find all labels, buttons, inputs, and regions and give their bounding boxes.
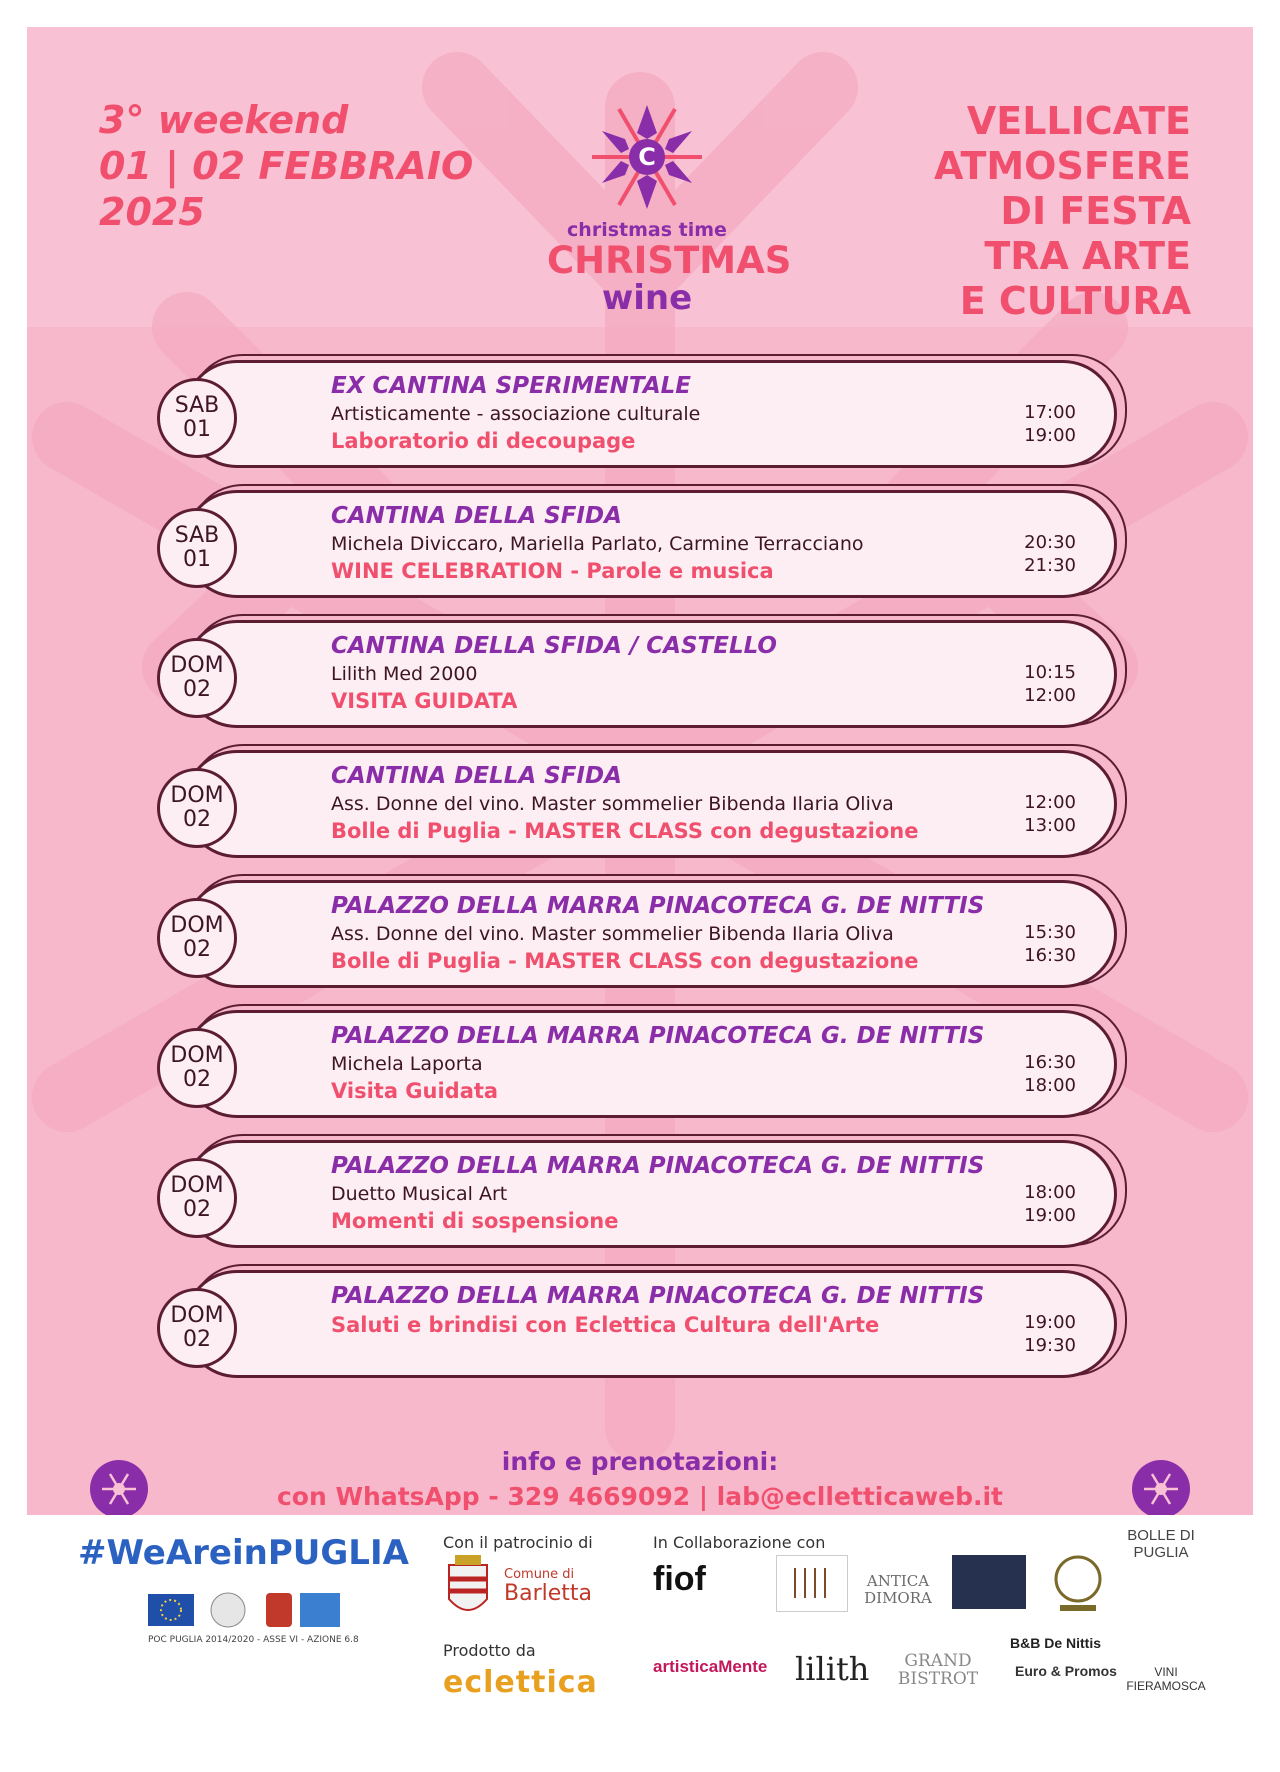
event-day-badge <box>157 638 237 718</box>
event-day-badge <box>157 1288 237 1368</box>
tagline-line: E CULTURA <box>959 279 1191 323</box>
event-activity: VISITA GUIDATA <box>331 689 518 713</box>
event-time <box>996 1051 1076 1097</box>
restaurant-cutlery-logo-icon <box>776 1555 848 1612</box>
card-body <box>183 880 1117 988</box>
contact-line[interactable]: con WhatsApp - 329 4669092 | lab@eclletticaweb.it <box>276 1482 1003 1511</box>
event-day-badge <box>157 768 237 848</box>
poc-caption: POC PUGLIA 2014/2020 - ASSE VI - AZIONE 6.8 <box>148 1635 359 1645</box>
event-end: 19:00 <box>1024 1205 1076 1226</box>
event-time <box>996 401 1076 447</box>
card-body <box>183 490 1117 598</box>
info-section <box>27 1447 1253 1511</box>
we-are-in-puglia-logo: #WeAreinPUGLIA <box>78 1533 409 1573</box>
tagline-line: TRA ARTE <box>984 234 1191 278</box>
event-day-badge <box>157 898 237 978</box>
event-organizer: Duetto Musical Art <box>331 1183 508 1205</box>
event-activity: Bolle di Puglia - MASTER CLASS con degustazione <box>331 949 919 973</box>
lilith-logo: lilith <box>795 1650 870 1688</box>
logo-letter: C <box>638 143 656 171</box>
year-label: 2025 <box>99 190 205 234</box>
event-end: 18:00 <box>1024 1075 1076 1096</box>
event-start: 20:30 <box>1024 532 1076 553</box>
logo-wine: wine <box>601 278 693 318</box>
event-end: 13:00 <box>1024 815 1076 836</box>
event-card <box>127 1134 1157 1254</box>
vini-fieramosca-logo: VINI FIERAMOSCA <box>1126 1665 1206 1693</box>
collab-label: In Collaborazione con <box>653 1533 826 1552</box>
event-start: 17:00 <box>1024 402 1076 423</box>
event-time <box>996 1311 1076 1357</box>
event-card <box>127 484 1157 604</box>
event-date: 02 <box>183 677 211 702</box>
event-date: 02 <box>183 1067 211 1092</box>
event-time <box>996 791 1076 837</box>
event-day-badge <box>157 1028 237 1108</box>
cantine-bardulia-logo-icon <box>1046 1553 1110 1615</box>
eclettica-logo: eclettica <box>443 1665 598 1700</box>
prodotto-label: Prodotto da <box>443 1641 536 1660</box>
logo-title: CHRISTMAS <box>547 239 792 282</box>
tagline-line: DI FESTA <box>1000 189 1191 233</box>
event-time <box>996 921 1076 967</box>
event-card <box>127 1004 1157 1124</box>
info-title: info e prenotazioni: <box>501 1447 779 1476</box>
event-time <box>996 661 1076 707</box>
event-day-badge <box>157 508 237 588</box>
event-weekday: DOM <box>170 783 224 808</box>
event-venue: CANTINA DELLA SFIDA <box>331 503 622 529</box>
event-venue: PALAZZO DELLA MARRA PINACOTECA G. DE NITTIS <box>331 893 985 919</box>
card-body <box>183 360 1117 468</box>
event-day-badge <box>157 1158 237 1238</box>
event-start: 15:30 <box>1024 922 1076 943</box>
event-time <box>996 1181 1076 1227</box>
card-body <box>183 1140 1117 1248</box>
event-card <box>127 614 1157 734</box>
event-card <box>127 744 1157 864</box>
event-venue: CANTINA DELLA SFIDA <box>331 763 622 789</box>
date-label: 01 | 02 FEBBRAIO <box>99 144 474 188</box>
event-weekday: SAB <box>174 393 220 418</box>
event-end: 12:00 <box>1024 685 1076 706</box>
event-start: 12:00 <box>1024 792 1076 813</box>
christmas-wine-logo <box>547 97 792 318</box>
euro-promos-logo: Euro & Promos <box>1015 1663 1117 1679</box>
tagline-line: VELLICATE <box>966 99 1191 143</box>
event-activity: Momenti di sospensione <box>331 1209 619 1233</box>
event-end: 21:30 <box>1024 555 1076 576</box>
event-date: 02 <box>183 937 211 962</box>
event-card <box>127 1264 1157 1384</box>
tagline <box>934 99 1191 324</box>
event-start: 19:00 <box>1024 1312 1076 1333</box>
sponsor-footer <box>0 1515 1280 1772</box>
event-activity: Bolle di Puglia - MASTER CLASS con degustazione <box>331 819 919 843</box>
logo-subtitle: christmas time <box>567 219 727 241</box>
event-organizer: Lilith Med 2000 <box>331 663 478 685</box>
event-venue: CANTINA DELLA SFIDA / CASTELLO <box>331 633 777 659</box>
event-start: 18:00 <box>1024 1182 1076 1203</box>
event-date: 02 <box>183 1197 211 1222</box>
event-venue: PALAZZO DELLA MARRA PINACOTECA G. DE NITTIS <box>331 1283 985 1309</box>
weekend-label: 3° weekend <box>99 98 349 142</box>
event-activity: Laboratorio di decoupage <box>331 429 636 453</box>
comune-name-label: Barletta <box>504 1581 592 1606</box>
fiof-logo: fiof <box>653 1560 706 1598</box>
event-end: 19:30 <box>1024 1335 1076 1356</box>
artisticamente-logo: artisticaMente <box>653 1657 768 1676</box>
event-activity: Visita Guidata <box>331 1079 499 1103</box>
event-date: 01 <box>183 417 211 442</box>
event-start: 16:30 <box>1024 1052 1076 1073</box>
event-activity: WINE CELEBRATION - Parole e musica <box>331 559 774 583</box>
event-end: 16:30 <box>1024 945 1076 966</box>
comune-small-label: Comune di <box>504 1567 575 1582</box>
antica-dimora-logo: ANTICA DIMORA <box>864 1572 932 1607</box>
event-weekday: DOM <box>170 1173 224 1198</box>
event-organizer: Michela Diviccaro, Mariella Parlato, Carmine Terracciano <box>331 533 864 555</box>
tagline-line: ATMOSFERE <box>933 144 1191 188</box>
card-body <box>183 750 1117 858</box>
event-time <box>996 531 1076 577</box>
snowflake-badge-right-icon <box>1132 1460 1190 1515</box>
event-activity: Saluti e brindisi con Eclettica Cultura dell'Arte <box>331 1313 880 1337</box>
event-start: 10:15 <box>1024 662 1076 683</box>
event-date: 02 <box>183 1327 211 1352</box>
card-body <box>183 1010 1117 1118</box>
grand-bistrot-logo: GRAND BISTROT <box>897 1651 979 1689</box>
event-weekday: DOM <box>170 653 224 678</box>
event-card <box>127 354 1157 474</box>
scarabbo-logo-icon <box>952 1555 1026 1609</box>
event-weekday: DOM <box>170 913 224 938</box>
card-body <box>183 1270 1117 1378</box>
event-weekday: DOM <box>170 1043 224 1068</box>
event-date: 02 <box>183 807 211 832</box>
event-organizer: Artisticamente - associazione culturale <box>331 403 701 425</box>
event-weekday: DOM <box>170 1303 224 1328</box>
event-organizer: Ass. Donne del vino. Master sommelier Bibenda Ilaria Oliva <box>331 923 894 945</box>
event-weekday: SAB <box>174 523 220 548</box>
event-venue: PALAZZO DELLA MARRA PINACOTECA G. DE NITTIS <box>331 1153 985 1179</box>
event-date: 01 <box>183 547 211 572</box>
event-card <box>127 874 1157 994</box>
event-end: 19:00 <box>1024 425 1076 446</box>
event-venue: PALAZZO DELLA MARRA PINACOTECA G. DE NITTIS <box>331 1023 985 1049</box>
comune-crest-icon <box>443 1555 493 1625</box>
poster <box>27 27 1253 1515</box>
event-day-badge <box>157 378 237 458</box>
event-organizer: Michela Laporta <box>331 1053 483 1075</box>
event-venue: EX CANTINA SPERIMENTALE <box>331 373 692 399</box>
christmas-snowflake-icon <box>587 97 707 217</box>
bolle-di-puglia-logo: BOLLE DI PUGLIA <box>1127 1527 1195 1561</box>
bnb-de-nittis-logo: B&B De Nittis <box>1010 1635 1102 1651</box>
card-body <box>183 620 1117 728</box>
institution-logos-icon <box>148 1590 348 1632</box>
patrocinio-label: Con il patrocinio di <box>443 1533 593 1552</box>
weekend-date-header <box>99 97 473 235</box>
event-organizer: Ass. Donne del vino. Master sommelier Bibenda Ilaria Oliva <box>331 793 894 815</box>
